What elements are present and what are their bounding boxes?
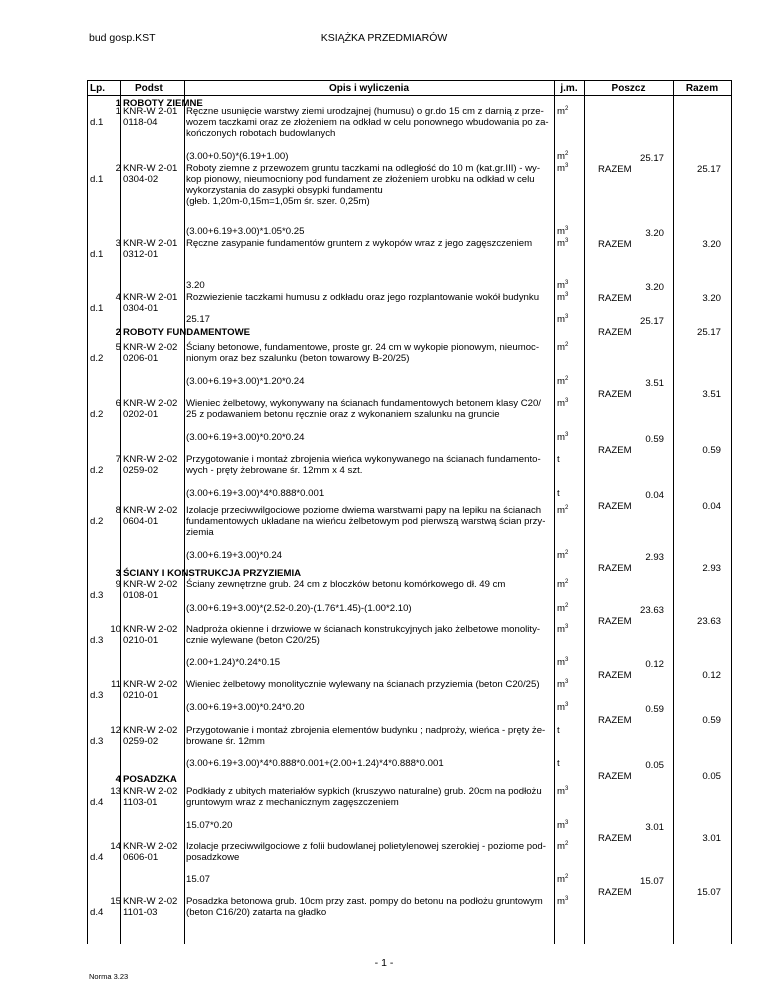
item-podst-code: 0259-02	[123, 465, 159, 476]
item-calculation: (3.00+6.19+3.00)*0.20*0.24	[186, 432, 305, 443]
item-podst-code: 0108-01	[123, 590, 159, 601]
item-description-line: Podkłady z ubitych materiałów sypkich (kruszywo naturalne) grub. 20cm na podłożu	[186, 786, 542, 797]
item-razem-label: RAZEM	[598, 887, 632, 898]
item-razem-value: 0.12	[702, 670, 721, 681]
item-sub: d.2	[90, 516, 104, 527]
item-razem-label: RAZEM	[598, 501, 632, 512]
item-calc-unit: $m^2$	[557, 603, 569, 614]
col-jm-header: j.m.	[560, 83, 578, 94]
item-calc-unit: $m^3$	[557, 314, 569, 325]
item-lp: 7	[115, 454, 121, 465]
item-poszcz-value: 23.63	[639, 605, 664, 616]
table-header-border	[87, 95, 731, 96]
item-podst-code: 0259-02	[123, 736, 159, 747]
item-sub: d.4	[90, 852, 104, 863]
item-description-line: wozem taczkami oraz ze złożeniem na odkład w celu ponownego wbudowania po za-	[186, 117, 549, 128]
item-description-line: fundamentowych układane na wieńcu żelbetowym pod pierwszą warstwą ścian przy-	[186, 516, 546, 527]
item-sub: d.3	[90, 635, 104, 646]
item-unit: t	[557, 454, 560, 465]
item-podst-code: 0202-01	[123, 409, 159, 420]
item-razem-value: 15.07	[696, 887, 721, 898]
item-unit: $m^2$	[557, 342, 569, 353]
item-podst: KNR-W 2-02	[123, 505, 178, 516]
item-razem-label: RAZEM	[598, 389, 632, 400]
col-podst-header: Podst	[135, 83, 163, 94]
item-lp: 11	[111, 679, 121, 690]
item-description-line: 25 z podawaniem betonu ręcznie oraz z wykonaniem szalunku na gruncie	[186, 409, 500, 420]
norma-version: Norma 3.23	[89, 972, 129, 981]
item-calc-unit: t	[557, 758, 560, 769]
item-poszcz-value: 0.04	[645, 490, 664, 501]
item-podst: KNR-W 2-02	[123, 786, 178, 797]
item-description-line: Ręczne zasypanie fundamentów gruntem z wykopów wraz z jego zagęszczeniem	[186, 238, 533, 249]
item-poszcz-value: 3.20	[645, 282, 664, 293]
item-razem-value: 23.63	[696, 616, 721, 627]
item-razem-label: RAZEM	[598, 239, 632, 250]
table-top-border	[87, 80, 731, 81]
item-description-line: gruntowym wraz z mechanicznym zagęszczeniem	[186, 797, 399, 808]
item-poszcz-value: 3.51	[645, 378, 664, 389]
item-podst: KNR-W 2-02	[123, 342, 178, 353]
item-razem-value: 25.17	[696, 327, 721, 338]
section-title: ROBOTY FUNDAMENTOWE	[123, 327, 251, 338]
item-razem-value: 25.17	[696, 164, 721, 175]
item-lp: 14	[110, 841, 121, 852]
item-lp: 5	[115, 342, 121, 353]
item-unit: $m^3$	[557, 624, 569, 635]
section-title: ROBOTY ZIEMNE	[123, 98, 203, 109]
item-poszcz-value: 0.12	[645, 659, 664, 670]
item-description-line: cznie wylewane (beton C20/25)	[186, 635, 320, 646]
section-number: 2	[115, 327, 121, 338]
item-podst: KNR-W 2-02	[123, 624, 178, 635]
item-sub: d.2	[90, 465, 104, 476]
section-number: 3	[115, 568, 121, 579]
item-podst-code: 0210-01	[123, 635, 159, 646]
item-calc-unit: $m^3$	[557, 820, 569, 831]
item-podst: KNR-W 2-01	[123, 238, 178, 249]
item-poszcz-value: 3.01	[645, 822, 664, 833]
item-podst: KNR-W 2-02	[123, 454, 178, 465]
page-header-title: KSIĄŻKA PRZEDMIARÓW	[320, 32, 448, 44]
item-calculation: (3.00+6.19+3.00)*4*0.888*0.001	[186, 488, 325, 499]
item-lp: 9	[115, 579, 121, 590]
item-razem-label: RAZEM	[598, 833, 632, 844]
item-lp: 2	[115, 163, 121, 174]
item-lp: 8	[115, 505, 121, 516]
item-lp: 6	[115, 398, 121, 409]
section-number: 4	[115, 774, 121, 785]
item-description-line: Posadzka betonowa grub. 10cm przy zast. pompy do betonu na podłożu gruntowym	[186, 896, 543, 907]
item-sub: d.3	[90, 690, 104, 701]
item-calculation: 15.07	[186, 874, 211, 885]
page-number: - 1 -	[374, 957, 394, 969]
item-razem-value: 3.20	[702, 293, 721, 304]
item-poszcz-value: 2.93	[645, 552, 664, 563]
item-poszcz-value: 0.05	[645, 760, 664, 771]
item-razem-label: RAZEM	[598, 715, 632, 726]
item-sub: d.1	[90, 249, 104, 260]
item-calc-unit: t	[557, 488, 560, 499]
item-calc-unit: $m^3$	[557, 226, 569, 237]
item-unit: $m^3$	[557, 398, 569, 409]
item-description-line: browane śr. 12mm	[186, 736, 265, 747]
item-sub: d.3	[90, 590, 104, 601]
item-razem-value: 3.01	[702, 833, 721, 844]
item-calc-unit: $m^3$	[557, 432, 569, 443]
col-lp-header: Lp.	[90, 83, 105, 94]
item-description-line: Wieniec żelbetowy, wykonywany na ścianach fundamentowych betonem klasy C20/	[186, 398, 541, 409]
item-calc-unit: $m^3$	[557, 657, 569, 668]
table-column-divider	[87, 80, 88, 944]
item-podst-code: 0118-04	[123, 117, 158, 128]
item-podst-code: 1101-03	[123, 907, 158, 918]
item-description-line: kończonych robotach budowlanych	[186, 128, 336, 139]
item-sub: d.1	[90, 174, 104, 185]
item-calculation: (2.00+1.24)*0.24*0.15	[186, 657, 281, 668]
item-calculation: 15.07*0.20	[186, 820, 233, 831]
item-description-line: Nadproża okienne i drzwiowe w ścianach konstrukcyjnych jako żelbetowe monolity-	[186, 624, 541, 635]
item-unit: $m^3$	[557, 163, 569, 174]
item-calculation: (3.00+6.19+3.00)*0.24	[186, 550, 283, 561]
item-poszcz-value: 25.17	[639, 153, 664, 164]
item-description-line: Przygotowanie i montaż zbrojenia wieńca wykonywanego na ścianach fundamento-	[186, 454, 541, 465]
item-razem-label: RAZEM	[598, 771, 632, 782]
item-calc-unit: $m^2$	[557, 151, 569, 162]
item-lp: 1	[115, 106, 121, 117]
item-calc-unit: $m^3$	[557, 280, 569, 291]
col-opis-header: Opis i wyliczenia	[328, 83, 410, 94]
item-calculation: (3.00+6.19+3.00)*4*0.888*0.001+(2.00+1.24)*4*0.888*0.001	[186, 758, 444, 769]
item-sub: d.4	[90, 797, 104, 808]
table-column-divider	[673, 80, 674, 944]
item-podst: KNR-W 2-02	[123, 841, 178, 852]
item-description-line: posadzkowe	[186, 852, 240, 863]
item-calc-unit: $m^2$	[557, 874, 569, 885]
item-description-line: Roboty ziemne z przewozem gruntu taczkami na odległość do 10 m (kat.gr.III) - wy-	[186, 163, 541, 174]
item-description-line: Ręczne usunięcie warstwy ziemi urodzajnej (humusu) o gr.do 15 cm z darnią z prze-	[186, 106, 544, 117]
item-calc-unit: $m^3$	[557, 702, 569, 713]
item-poszcz-value: 0.59	[645, 704, 664, 715]
page-header-left: bud gosp.KST	[89, 32, 156, 44]
item-unit: t	[557, 725, 560, 736]
item-razem-label: RAZEM	[598, 293, 632, 304]
item-lp: 3	[115, 238, 121, 249]
item-podst: KNR-W 2-02	[123, 398, 178, 409]
item-description-line: (głeb. 1,20m-0,15m=1,05m śr. szer. 0,25m)	[186, 196, 370, 207]
item-sub: d.2	[90, 353, 104, 364]
table-column-divider	[554, 80, 555, 944]
item-calculation: (3.00+6.19+3.00)*0.24*0.20	[186, 702, 305, 713]
table-column-divider	[184, 80, 185, 944]
item-poszcz-value: 25.17	[639, 316, 664, 327]
item-calculation: (3.00+6.19+3.00)*1.05*0.25	[186, 226, 305, 237]
item-razem-value: 3.51	[702, 389, 721, 400]
item-podst-code: 0304-02	[123, 174, 159, 185]
item-description-line: kop pionowy, nieumocniony pod fundament ze złożeniem urobku na odkład w celu	[186, 174, 535, 185]
item-sub: d.4	[90, 907, 104, 918]
item-description-line: nionym oraz bez szalunku (beton towarowy B-20/25)	[186, 353, 410, 364]
item-razem-value: 0.04	[702, 501, 721, 512]
item-razem-value: 3.20	[702, 239, 721, 250]
item-podst: KNR-W 2-02	[123, 725, 178, 736]
table-column-divider	[584, 80, 585, 944]
item-lp: 15	[110, 896, 121, 907]
item-podst-code: 0210-01	[123, 690, 159, 701]
section-title: POSADZKA	[123, 774, 177, 785]
item-description-line: Ściany betonowe, fundamentowe, proste gr. 24 cm w wykopie pionowym, nieumoc-	[186, 342, 540, 353]
item-podst: KNR-W 2-01	[123, 106, 178, 117]
item-sub: d.1	[90, 117, 104, 128]
item-podst: KNR-W 2-02	[123, 679, 178, 690]
item-podst-code: 0312-01	[123, 249, 159, 260]
item-podst-code: 0304-01	[123, 303, 159, 314]
item-calc-unit: $m^2$	[557, 550, 569, 561]
item-calculation: (3.00+6.19+3.00)*(2.52-0.20)-(1.76*1.45)-(1.00*2.10)	[186, 603, 412, 614]
item-razem-value: 0.59	[702, 445, 721, 456]
col-razem-header: Razem	[685, 83, 719, 94]
item-description-line: Przygotowanie i montaż zbrojenia elementów budynku ; nadproży, wieńca - pręty że-	[186, 725, 546, 736]
item-unit: $m^3$	[557, 679, 569, 690]
item-description-line: Wieniec żelbetowy monolitycznie wylewany na ścianach przyziemia (beton C20/25)	[186, 679, 540, 690]
item-description-line: wykorzystania do zasypki obsypki fundamentu	[186, 185, 383, 196]
item-unit: $m^3$	[557, 896, 569, 907]
item-unit: $m^3$	[557, 292, 569, 303]
item-description-line: Izolacje przeciwwilgociowe z folii budowlanej polietylenowej szerokiej - poziome pod-	[186, 841, 546, 852]
item-razem-label: RAZEM	[598, 563, 632, 574]
item-description-line: Rozwiezienie taczkami humusu z odkładu oraz jego rozplantowanie wokół budynku	[186, 292, 540, 303]
item-calculation: 25.17	[186, 314, 211, 325]
item-podst-code: 0604-01	[123, 516, 159, 527]
item-lp: 13	[110, 786, 121, 797]
item-razem-label: RAZEM	[598, 445, 632, 456]
item-razem-label: RAZEM	[598, 670, 632, 681]
item-unit: $m^2$	[557, 841, 569, 852]
item-unit: $m^3$	[557, 786, 569, 797]
item-lp: 10	[110, 624, 121, 635]
item-sub: d.1	[90, 303, 104, 314]
section-number: 1	[115, 98, 121, 109]
section-title: ŚCIANY I KONSTRUKCJA PRZYZIEMIA	[123, 568, 302, 579]
item-lp: 4	[115, 292, 121, 303]
table-column-divider	[731, 80, 732, 944]
item-unit: $m^2$	[557, 579, 569, 590]
item-razem-label: RAZEM	[598, 327, 632, 338]
item-description-line: Ściany zewnętrzne grub. 24 cm z bloczków betonu komórkowego dł. 49 cm	[186, 579, 506, 590]
item-description-line: ziemia	[186, 527, 214, 538]
item-podst: KNR-W 2-01	[123, 163, 178, 174]
item-unit: $m^2$	[557, 505, 569, 516]
item-calc-unit: $m^2$	[557, 376, 569, 387]
item-description-line: wych - pręty żebrowane śr. 12mm x 4 szt.	[186, 465, 363, 476]
col-poszcz-header: Poszcz	[611, 83, 646, 94]
item-razem-label: RAZEM	[598, 164, 632, 175]
item-razem-value: 0.05	[702, 771, 721, 782]
item-podst-code: 0206-01	[123, 353, 159, 364]
item-unit: $m^3$	[557, 238, 569, 249]
item-sub: d.2	[90, 409, 104, 420]
item-podst: KNR-W 2-01	[123, 292, 178, 303]
item-poszcz-value: 0.59	[645, 434, 664, 445]
item-podst-code: 1103-01	[123, 797, 158, 808]
item-lp: 12	[110, 725, 121, 736]
item-description-line: (beton C16/20) zatarta na gładko	[186, 907, 327, 918]
item-podst: KNR-W 2-02	[123, 579, 178, 590]
item-podst-code: 0606-01	[123, 852, 159, 863]
item-poszcz-value: 3.20	[645, 228, 664, 239]
item-calculation: (3.00+6.19+3.00)*1.20*0.24	[186, 376, 305, 387]
item-unit: $m^2$	[557, 106, 569, 117]
item-razem-value: 0.59	[702, 715, 721, 726]
item-podst: KNR-W 2-02	[123, 896, 178, 907]
item-poszcz-value: 15.07	[639, 876, 664, 887]
item-razem-value: 2.93	[702, 563, 721, 574]
item-calculation: (3.00+0.50)*(6.19+1.00)	[186, 151, 289, 162]
item-calculation: 3.20	[186, 280, 205, 291]
item-description-line: Izolacje przeciwwilgociowe poziome dwiema warstwami papy na lepiku na ścianach	[186, 505, 542, 516]
item-sub: d.3	[90, 736, 104, 747]
item-razem-label: RAZEM	[598, 616, 632, 627]
